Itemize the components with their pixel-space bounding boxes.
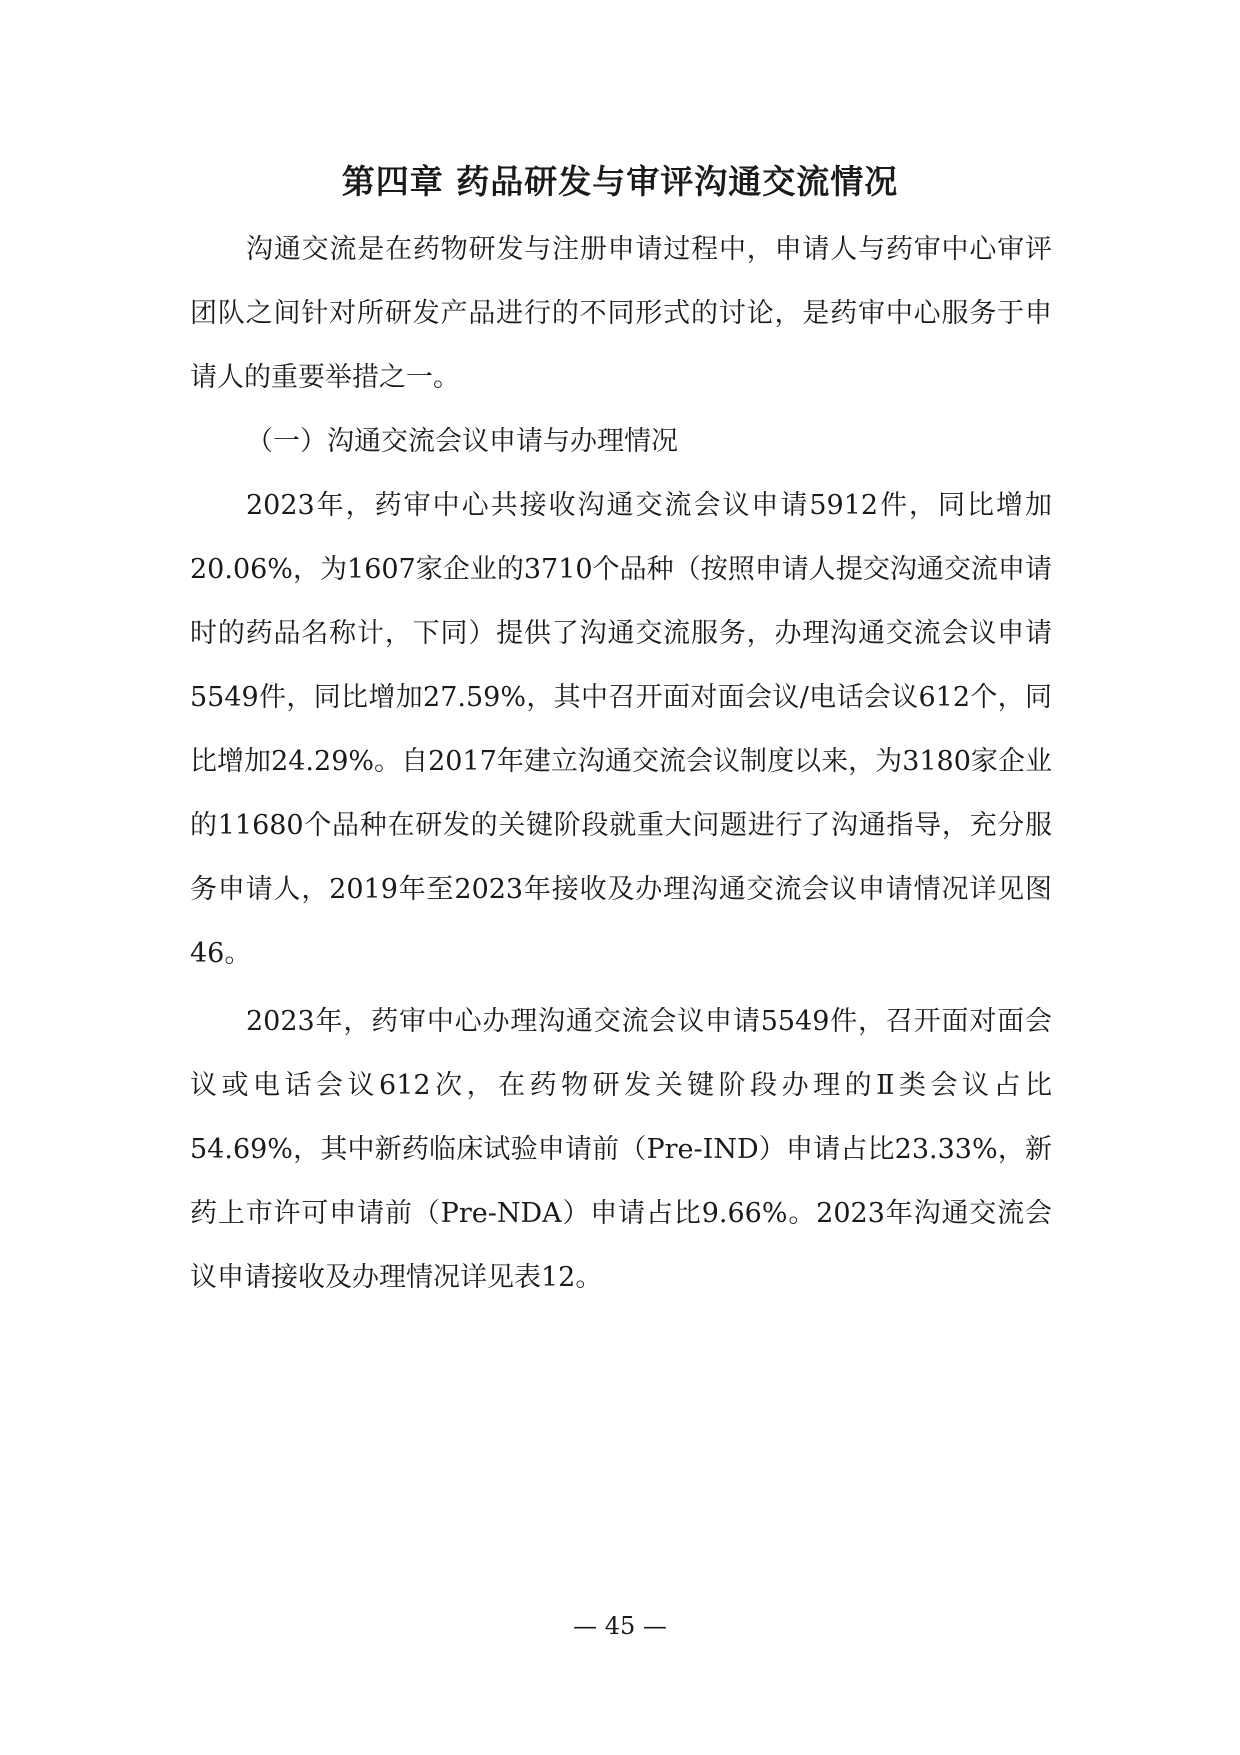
- paragraph-meeting-handling-2023: 2023年，药审中心办理沟通交流会议申请5549件，召开面对面会议或电话会议612次，在药物研发关键阶段办理的Ⅱ类会议占比54.69%，其中新药临床试验申请前（Pre-IND）申请占比23.33%，新药上市许可申请前（Pre-NDA）申请占比9.66%。2023年沟通交流会议申请接收及办理情况详见表12。: [190, 1006, 1052, 1293]
- page-number: — 45 —: [573, 1612, 667, 1640]
- chapter-title: 第四章 药品研发与审评沟通交流情况: [341, 162, 899, 201]
- intro-paragraph: 沟通交流是在药物研发与注册申请过程中，申请人与药审中心审评团队之间针对所研发产品进行的不同形式的讨论，是药审中心服务于申请人的重要举措之一。: [190, 234, 1052, 393]
- section-heading: （一）沟通交流会议申请与办理情况: [246, 426, 678, 457]
- paragraph-meeting-statistics: 2023年，药审中心共接收沟通交流会议申请5912件，同比增加20.06%，为1607家企业的3710个品种（按照申请人提交沟通交流申请时的药品名称计，下同）提供了沟通交流服务，办理沟通交流会议申请5549件，同比增加27.59%，其中召开面对面会议/电话会议612个，同比增加24.29%。自2017年建立沟通交流会议制度以来，为3180家企业的11680个品种在研发的关键阶段就重大问题进行了沟通指导，充分服务申请人，2019年至2023年接收及办理沟通交流会议申请情况详见图46。: [190, 490, 1052, 969]
